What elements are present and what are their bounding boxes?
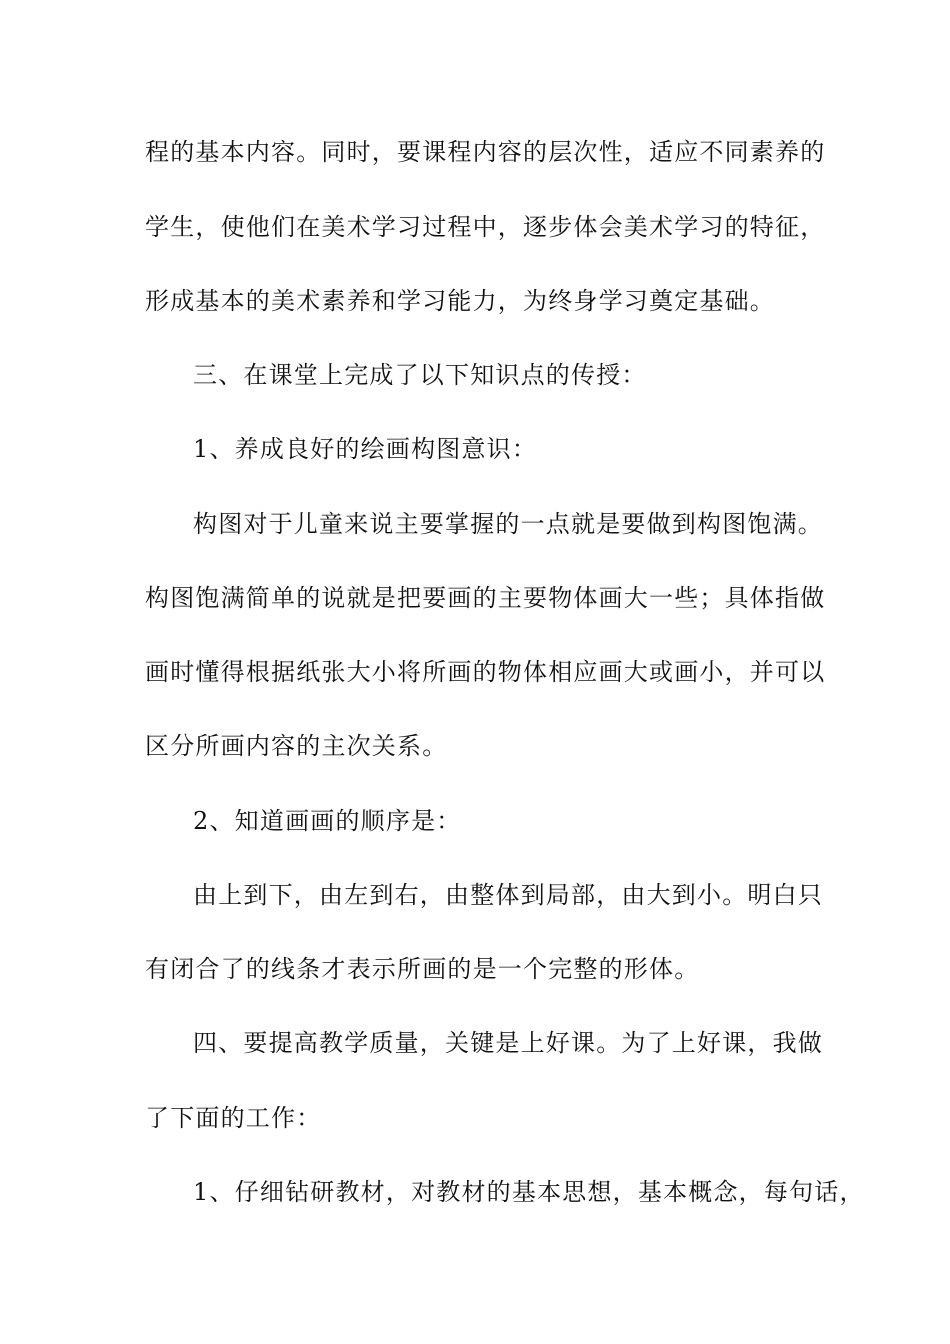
section-heading: 四、要提高教学质量，关键是上好课。为了上好课，我做: [193, 1029, 823, 1057]
paragraph-start: 1、仔细钻研教材，对教材的基本思想，基本概念，每句话，: [193, 1178, 865, 1206]
text-line: 画时懂得根据纸张大小将所画的物体相应画大或画小，并可以: [145, 658, 826, 686]
section-heading: 三、在课堂上完成了以下知识点的传授：: [193, 361, 647, 389]
text-line: 程的基本内容。同时，要课程内容的层次性，适应不同素养的: [145, 138, 826, 166]
text-line: 构图饱满简单的说就是把要画的主要物体画大一些；具体指做: [145, 584, 826, 612]
text-line: 有闭合了的线条才表示所画的是一个完整的形体。: [145, 955, 700, 983]
subsection-heading: 1、养成良好的绘画构图意识：: [193, 435, 538, 463]
text-line: 区分所画内容的主次关系。: [145, 732, 448, 760]
text-line: 了下面的工作：: [145, 1104, 322, 1132]
paragraph-start: 由上到下，由左到右，由整体到局部，由大到小。明白只: [193, 881, 823, 909]
subsection-heading: 2、知道画画的顺序是：: [193, 807, 462, 835]
text-line: 形成基本的美术素养和学习能力，为终身学习奠定基础。: [145, 287, 775, 315]
text-line: 学生，使他们在美术学习过程中，逐步体会美术学习的特征，: [145, 213, 826, 241]
paragraph-start: 构图对于儿童来说主要掌握的一点就是要做到构图饱满。: [193, 510, 823, 538]
